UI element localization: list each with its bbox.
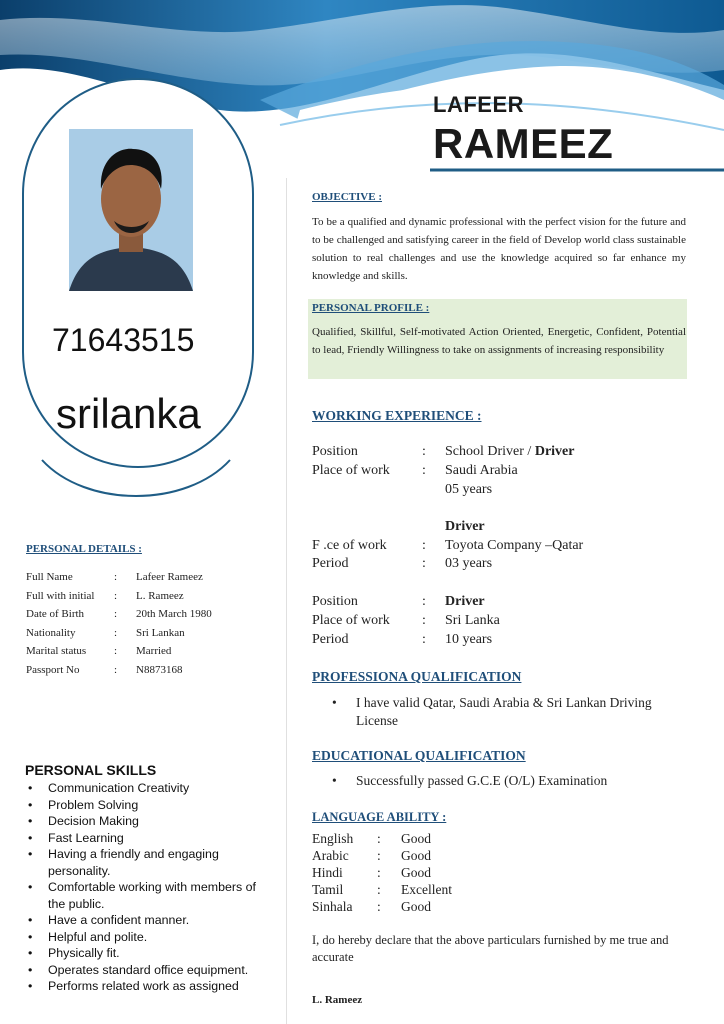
last-name: RAMEEZ bbox=[433, 120, 614, 167]
list-item: • Operates standard office equipment. bbox=[26, 962, 276, 979]
skills-title: PERSONAL SKILLS bbox=[25, 762, 157, 778]
skills-list bbox=[26, 780, 276, 995]
list-item: • Physically fit. bbox=[26, 945, 276, 962]
objective-title: OBJECTIVE : bbox=[312, 191, 382, 203]
signature-name: L. Rameez bbox=[312, 994, 363, 1006]
personal-details-table bbox=[26, 571, 212, 683]
list-item: • Helpful and polite. bbox=[26, 929, 276, 946]
list-item: • Communication Creativity bbox=[26, 780, 276, 797]
list-item: • Successfully passed G.C.E (O/L) Examination bbox=[336, 772, 666, 790]
language-title: LANGUAGE ABILITY : bbox=[312, 810, 447, 824]
profile-photo bbox=[69, 129, 193, 291]
first-name: LAFEER bbox=[433, 92, 524, 117]
list-item: • Have a confident manner. bbox=[26, 912, 276, 929]
education-title: EDUCATIONAL QUALIFICATION bbox=[312, 748, 526, 763]
table-row: Passport No : N8873168 bbox=[26, 663, 183, 676]
profile-text: Qualified, Skillful, Self-motivated Action Oriented, Energetic, Confident, Potential to lead, Friendly Willingness to take on assignments of increasing responsibility bbox=[312, 326, 686, 356]
table-row: Full Name : Lafeer Rameez bbox=[26, 571, 203, 583]
declaration-text: I, do hereby declare that the above particulars furnished by me true and accurate bbox=[312, 933, 669, 964]
professional-title: PROFESSIONA QUALIFICATION bbox=[312, 669, 522, 684]
table-row: Date of Birth : 20th March 1980 bbox=[26, 608, 212, 621]
list-item: • Having a friendly and engaging personality. bbox=[26, 846, 276, 879]
country-text: srilanka bbox=[56, 390, 201, 437]
phone-number: 71643515 bbox=[52, 322, 195, 358]
objective-text: To be a qualified and dynamic professional with the perfect vision for the future and to be challenged and satisfying career in the field of Develop world class sustainable solution to real challenges and use the knowledge acquired so far enhance my knowledge and skills. bbox=[312, 216, 686, 282]
list-item: • Comfortable working with members of the public. bbox=[26, 879, 276, 912]
list-item: • Decision Making bbox=[26, 813, 276, 830]
table-row: Nationality : Sri Lankan bbox=[26, 626, 185, 639]
list-item: • Performs related work as assigned bbox=[26, 978, 276, 995]
table-row: Marital status : Married bbox=[26, 645, 172, 658]
experience-title: WORKING EXPERIENCE : bbox=[312, 408, 482, 423]
column-divider bbox=[286, 178, 287, 1024]
list-item: • Problem Solving bbox=[26, 797, 276, 814]
table-row: Full with initial : L. Rameez bbox=[26, 589, 184, 602]
list-item: • Fast Learning bbox=[26, 830, 276, 847]
list-item: • I have valid Qatar, Saudi Arabia & Sri Lankan Driving License bbox=[336, 694, 666, 730]
personal-details-title: PERSONAL DETAILS : bbox=[26, 543, 142, 555]
profile-title: PERSONAL PROFILE : bbox=[312, 302, 430, 314]
frame-swoosh bbox=[36, 440, 236, 510]
